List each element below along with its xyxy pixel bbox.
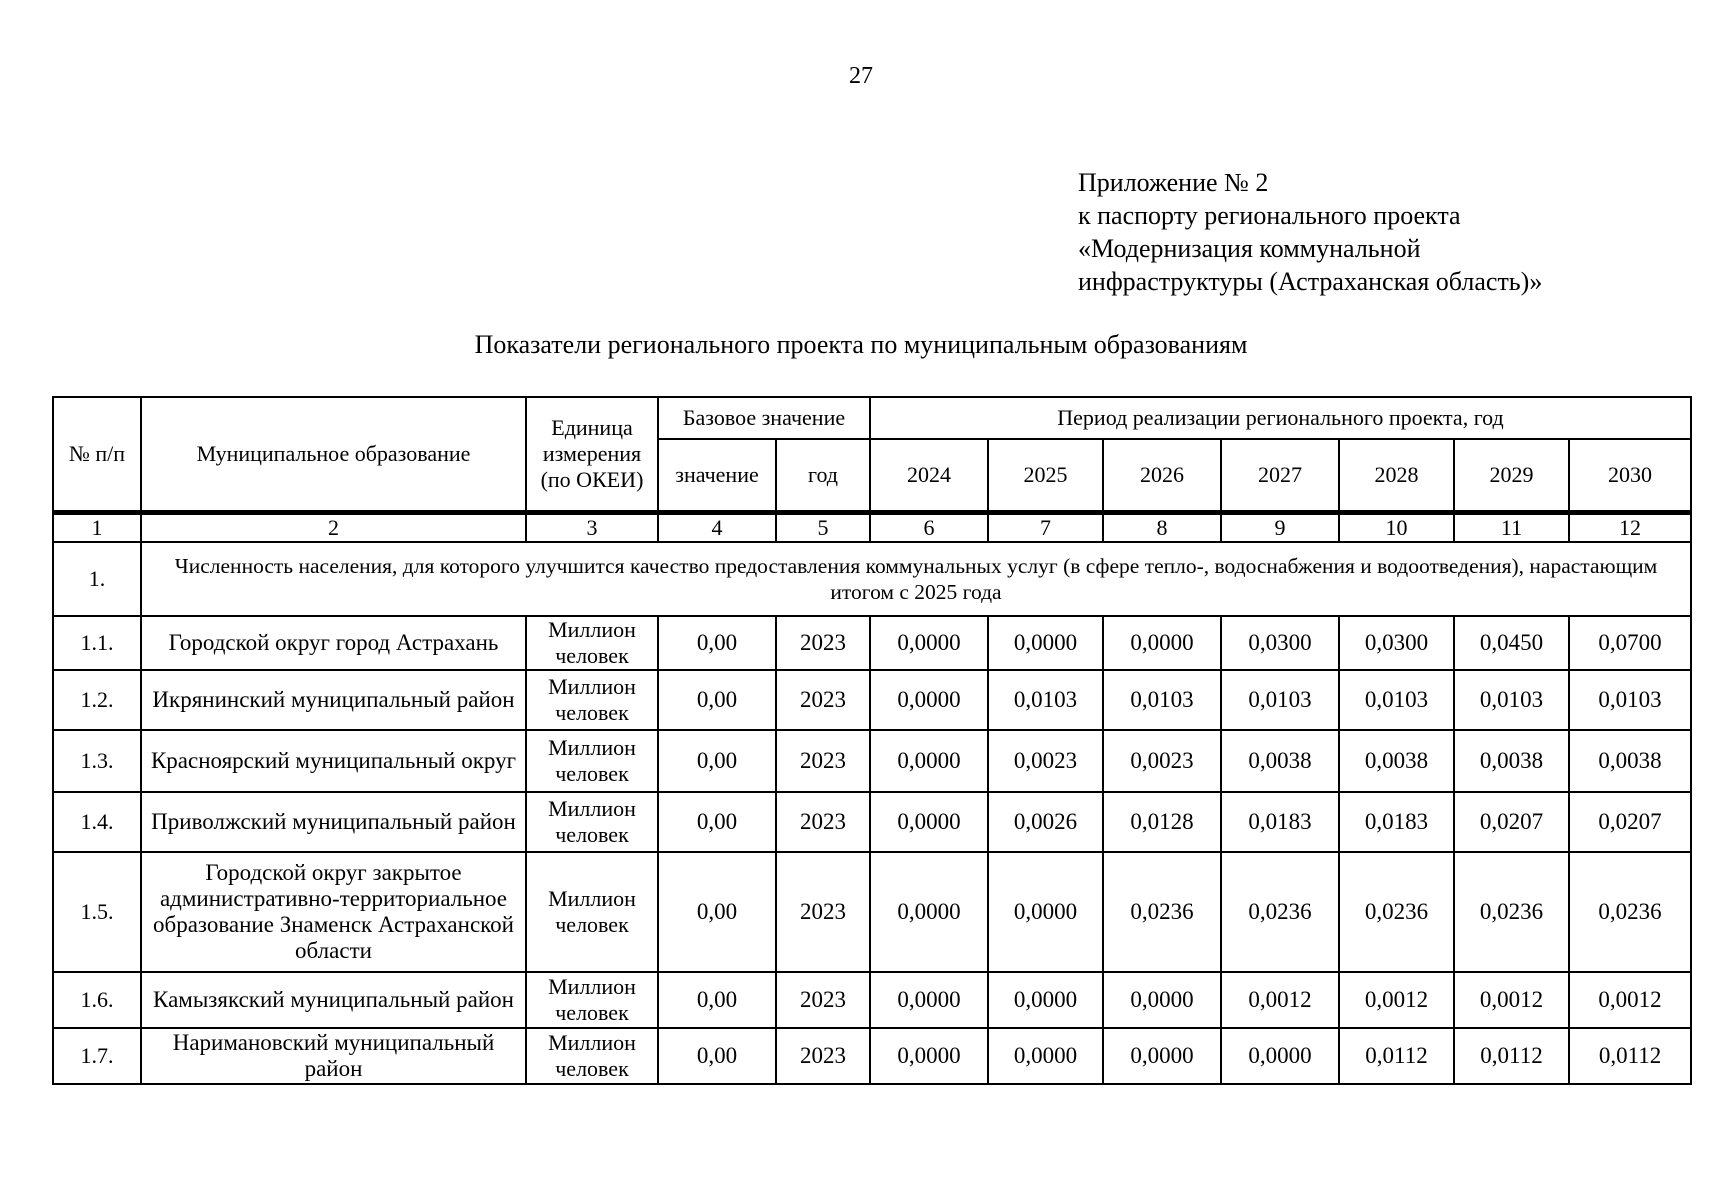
year-value: 0,0000: [870, 852, 988, 972]
section-row: [53, 542, 1691, 616]
year-value: 0,0012: [1221, 972, 1339, 1028]
municipality-name: Икрянинский муниципальный район: [141, 670, 526, 730]
appendix-line-2: к паспорту регионального проекта: [1078, 201, 1461, 230]
base-year: 2023: [776, 972, 870, 1028]
header-year: 2024: [870, 439, 988, 513]
appendix-line-4: инфраструктуры (Астраханская область)»: [1078, 267, 1543, 296]
unit-cell: Миллион человек: [526, 670, 658, 730]
row-num: 1.4.: [53, 792, 141, 852]
year-value: 0,0012: [1569, 972, 1691, 1028]
base-year: 2023: [776, 1028, 870, 1084]
year-value: 0,0000: [1103, 1028, 1221, 1084]
base-year: 2023: [776, 852, 870, 972]
column-number: 8: [1103, 513, 1221, 543]
municipality-name: Красноярский муниципальный округ: [141, 730, 526, 792]
header-year: 2026: [1103, 439, 1221, 513]
year-value: 0,0112: [1569, 1028, 1691, 1084]
table-row: [53, 616, 1691, 670]
header-year: 2029: [1454, 439, 1569, 513]
municipality-name: Городской округ закрытое административно-территориальное образование Знаменск Астраханской области: [141, 852, 526, 972]
municipality-name: Городской округ город Астрахань: [141, 616, 526, 670]
year-value: 0,0000: [1221, 1028, 1339, 1084]
year-value: 0,0000: [1103, 972, 1221, 1028]
year-value: 0,0103: [1569, 670, 1691, 730]
column-number: 9: [1221, 513, 1339, 543]
year-value: 0,0000: [988, 1028, 1103, 1084]
year-value: 0,0236: [1569, 852, 1691, 972]
base-value: 0,00: [658, 792, 776, 852]
unit-cell: Миллион человек: [526, 616, 658, 670]
indicators-table: [52, 396, 1692, 1085]
year-value: 0,0236: [1103, 852, 1221, 972]
year-value: 0,0000: [870, 972, 988, 1028]
year-value: 0,0103: [1339, 670, 1454, 730]
year-value: 0,0000: [988, 852, 1103, 972]
year-value: 0,0000: [870, 1028, 988, 1084]
header-base-year: год: [776, 439, 870, 513]
row-num: 1.5.: [53, 852, 141, 972]
base-value: 0,00: [658, 1028, 776, 1084]
year-value: 0,0700: [1569, 616, 1691, 670]
base-year: 2023: [776, 730, 870, 792]
unit-cell: Миллион человек: [526, 972, 658, 1028]
appendix-line-3: «Модернизация коммунальной: [1078, 234, 1421, 263]
year-value: 0,0103: [1103, 670, 1221, 730]
column-number: 2: [141, 513, 526, 543]
header-year: 2027: [1221, 439, 1339, 513]
year-value: 0,0207: [1454, 792, 1569, 852]
year-value: 0,0023: [1103, 730, 1221, 792]
year-value: 0,0207: [1569, 792, 1691, 852]
base-value: 0,00: [658, 852, 776, 972]
header-municipality: Муниципальное образование: [141, 397, 526, 513]
municipality-name: Камызякский муниципальный район: [141, 972, 526, 1028]
year-value: 0,0103: [1221, 670, 1339, 730]
year-value: 0,0000: [870, 670, 988, 730]
base-year: 2023: [776, 616, 870, 670]
unit-cell: Миллион человек: [526, 730, 658, 792]
header-period: Период реализации регионального проекта, год: [870, 397, 1691, 439]
appendix-block: [1078, 166, 1542, 298]
column-number: 11: [1454, 513, 1569, 543]
table-row: [53, 670, 1691, 730]
header-year: 2025: [988, 439, 1103, 513]
year-value: 0,0103: [1454, 670, 1569, 730]
column-number: 6: [870, 513, 988, 543]
document-title: Показатели регионального проекта по муниципальным образованиям: [474, 330, 1248, 359]
year-value: 0,0183: [1221, 792, 1339, 852]
header-year: 2028: [1339, 439, 1454, 513]
municipality-name: Наримановский муниципальный район: [141, 1028, 526, 1084]
base-year: 2023: [776, 792, 870, 852]
year-value: 0,0038: [1339, 730, 1454, 792]
table-row: [53, 972, 1691, 1028]
unit-cell: Миллион человек: [526, 1028, 658, 1084]
year-value: 0,0026: [988, 792, 1103, 852]
column-number: 1: [53, 513, 141, 543]
table-row: [53, 1028, 1691, 1084]
year-value: 0,0000: [870, 616, 988, 670]
year-value: 0,0000: [870, 730, 988, 792]
section-title: Численность населения, для которого улучшится качество предоставления коммунальных услуг (в сфере тепло-, водоснабжения и водоотведения), нарастающим итогом с 2025 года: [141, 542, 1691, 616]
year-value: 0,0450: [1454, 616, 1569, 670]
section-num: 1.: [53, 542, 141, 616]
row-num: 1.1.: [53, 616, 141, 670]
year-value: 0,0038: [1454, 730, 1569, 792]
year-value: 0,0023: [988, 730, 1103, 792]
header-row-1: [53, 397, 1691, 439]
base-value: 0,00: [658, 616, 776, 670]
table-row: [53, 792, 1691, 852]
table-row: [53, 730, 1691, 792]
year-value: 0,0300: [1339, 616, 1454, 670]
year-value: 0,0112: [1339, 1028, 1454, 1084]
year-value: 0,0103: [988, 670, 1103, 730]
header-base-value: значение: [658, 439, 776, 513]
base-year: 2023: [776, 670, 870, 730]
year-value: 0,0012: [1454, 972, 1569, 1028]
year-value: 0,0038: [1221, 730, 1339, 792]
year-value: 0,0012: [1339, 972, 1454, 1028]
column-number: 3: [526, 513, 658, 543]
year-value: 0,0038: [1569, 730, 1691, 792]
appendix-line-1: Приложение № 2: [1078, 168, 1269, 197]
municipality-name: Приволжский муниципальный район: [141, 792, 526, 852]
year-value: 0,0000: [988, 972, 1103, 1028]
year-value: 0,0236: [1454, 852, 1569, 972]
base-value: 0,00: [658, 730, 776, 792]
year-value: 0,0236: [1221, 852, 1339, 972]
page-number: 27: [849, 63, 873, 89]
unit-cell: Миллион человек: [526, 792, 658, 852]
row-num: 1.7.: [53, 1028, 141, 1084]
year-value: 0,0000: [870, 792, 988, 852]
column-number-row: [53, 513, 1691, 543]
column-number: 5: [776, 513, 870, 543]
base-value: 0,00: [658, 670, 776, 730]
year-value: 0,0112: [1454, 1028, 1569, 1084]
header-base: Базовое значение: [658, 397, 870, 439]
year-value: 0,0236: [1339, 852, 1454, 972]
unit-cell: Миллион человек: [526, 852, 658, 972]
year-value: 0,0000: [1103, 616, 1221, 670]
year-value: 0,0128: [1103, 792, 1221, 852]
header-num: № п/п: [53, 397, 141, 513]
year-value: 0,0000: [988, 616, 1103, 670]
table-row: [53, 852, 1691, 972]
row-num: 1.3.: [53, 730, 141, 792]
year-value: 0,0183: [1339, 792, 1454, 852]
column-number: 12: [1569, 513, 1691, 543]
row-num: 1.2.: [53, 670, 141, 730]
year-value: 0,0300: [1221, 616, 1339, 670]
header-unit: Единица измерения (по ОКЕИ): [526, 397, 658, 513]
row-num: 1.6.: [53, 972, 141, 1028]
column-number: 10: [1339, 513, 1454, 543]
base-value: 0,00: [658, 972, 776, 1028]
column-number: 4: [658, 513, 776, 543]
header-year: 2030: [1569, 439, 1691, 513]
column-number: 7: [988, 513, 1103, 543]
